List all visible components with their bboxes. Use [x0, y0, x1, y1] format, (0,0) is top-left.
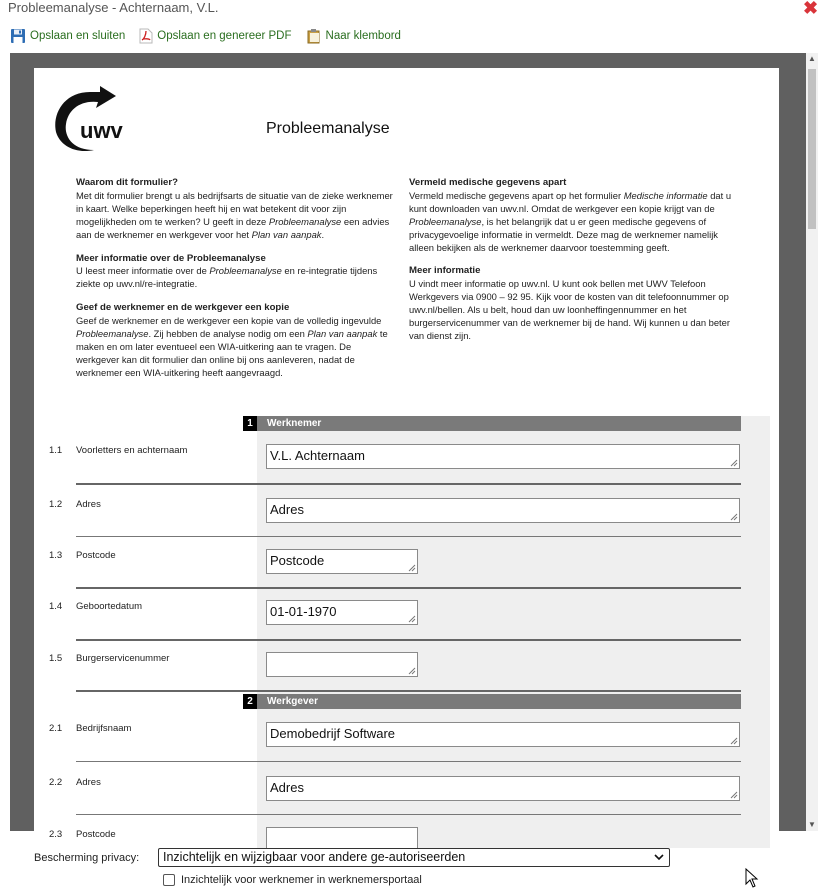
toolbar: [10, 25, 401, 47]
company-address-field[interactable]: Adres: [266, 776, 740, 801]
pdf-icon: [139, 28, 153, 44]
heading-why-form: Waarom dit formulier?: [76, 177, 178, 188]
clipboard-button[interactable]: [306, 25, 401, 47]
floppy-disk-icon: [10, 28, 26, 44]
save-close-label: Opslaan en sluiten: [30, 30, 126, 42]
bsn-field[interactable]: [266, 652, 418, 677]
section-header-werknemer: [243, 416, 741, 431]
company-name-field[interactable]: Demobedrijf Software: [266, 722, 740, 747]
privacy-select[interactable]: [158, 848, 670, 867]
paragraph-medical-data: Vermeld medische gegevens apart op het formulier Medische informatie dat u kunt downloaden van uwv.nl. Omdat de werkgever een kopie krijgt van de Probleemanalyse, is het belangrijk dat u er geen medische gegevens of privacygevoelige informatie in vermeldt. Deze mag de werknemer namelijk alleen bekijken als de werknemer daarvoor toestemming geeft.: [409, 189, 732, 253]
row-number: 2.1: [49, 723, 63, 734]
row-number: 2.3: [49, 829, 63, 840]
heading-more-info-analysis: Meer informatie over de Probleemanalyse: [76, 252, 266, 264]
row-label: Geboortedatum: [76, 601, 143, 612]
row-divider: [76, 814, 741, 815]
paragraph-more-info-analysis: U leest meer informatie over de Probleemanalyse en re-integratie tijdens ziekte op uwv.nl/re-integratie.: [76, 265, 378, 290]
paragraph-why-form: Met dit formulier brengt u als bedrijfsarts de situatie van de zieke werknemer in kaart. Welke beperkingen heeft hij en wat betekent dit voor zijn mogelijkheden om te werken? U geeft in deze Probleemanalyse een advies aan de werknemer en werkgever voor het Plan van aanpak.: [76, 189, 393, 240]
name-field[interactable]: V.L. Achternaam: [266, 444, 740, 469]
window-title: Probleemanalyse - Achternaam, V.L.: [8, 0, 219, 15]
title-bar: [0, 0, 826, 20]
heading-medical-data: Vermeld medische gegevens apart: [409, 177, 567, 188]
row-divider: [76, 639, 741, 641]
section-title: Werkgever: [267, 696, 318, 707]
row-number: 1.4: [49, 601, 63, 612]
row-number: 1.2: [49, 499, 63, 510]
privacy-label: Bescherming privacy:: [34, 852, 140, 864]
row-number: 1.1: [49, 445, 63, 456]
row-divider: [76, 690, 741, 692]
row-label: Burgerservicenummer: [76, 653, 170, 664]
row-divider: [76, 483, 741, 485]
privacy-selected-value: Inzichtelijk en wijzigbaar voor andere ge-autoriseerden: [163, 850, 466, 864]
resize-grip-icon[interactable]: [408, 667, 416, 675]
document-title: Probleemanalyse: [266, 120, 390, 137]
intro-right-column: [409, 177, 739, 354]
mouse-cursor-icon: [745, 868, 759, 888]
row-label: Adres: [76, 777, 101, 788]
scrollbar-thumb[interactable]: [808, 69, 816, 229]
section-number: 1: [243, 416, 257, 431]
portal-checkbox-label: Inzichtelijk voor werknemer in werknemersportaal: [181, 874, 422, 886]
save-pdf-label: Opslaan en genereer PDF: [157, 30, 292, 42]
paragraph-more-info: U vindt meer informatie op uwv.nl. U kunt ook bellen met UWV Telefoon Werkgevers via 0900 – 92 95. Kijk voor de kosten van dit telefoonnummer op uwv.nl/bellen. Als u belt, houd dan uw loonheffingennummer en het burgerservicenummer van de werknemer bij de hand. Wij kunnen u dan beter van dienst zijn.: [409, 278, 731, 341]
heading-give-copy: Geef de werknemer en de werkgever een kopie: [76, 302, 290, 314]
svg-text:uwv: uwv: [80, 118, 123, 143]
address-field[interactable]: Adres: [266, 498, 740, 523]
row-label: Voorletters en achternaam: [76, 445, 188, 456]
close-icon[interactable]: ✖: [803, 0, 819, 18]
section-header-werkgever: [243, 694, 741, 709]
uwv-logo: [50, 84, 132, 156]
portal-checkbox-row[interactable]: [163, 874, 422, 886]
section-title: Werknemer: [267, 418, 322, 429]
save-pdf-button[interactable]: [139, 25, 291, 47]
row-divider: [76, 761, 741, 762]
scroll-up-icon[interactable]: ▲: [808, 54, 816, 63]
row-label: Adres: [76, 499, 101, 510]
intro-left-column: [76, 177, 396, 391]
document-viewer[interactable]: [10, 53, 818, 840]
resize-grip-icon[interactable]: [408, 564, 416, 572]
row-number: 2.2: [49, 777, 63, 788]
resize-grip-icon[interactable]: [408, 615, 416, 623]
clipboard-icon: [306, 28, 322, 44]
row-label: Bedrijfsnaam: [76, 723, 132, 734]
heading-more-info: Meer informatie: [409, 265, 481, 277]
row-divider: [76, 536, 741, 537]
portal-checkbox[interactable]: [163, 874, 175, 886]
resize-grip-icon[interactable]: [730, 459, 738, 467]
row-label: Postcode: [76, 550, 116, 561]
form-page: [34, 68, 779, 848]
postcode-field[interactable]: Postcode: [266, 549, 418, 574]
row-divider: [76, 587, 741, 589]
save-close-button[interactable]: [10, 25, 125, 47]
row-label: Postcode: [76, 829, 116, 840]
paragraph-give-copy: Geef de werknemer en de werkgever een kopie van de volledig ingevulde Probleemanalyse. Zij hebben de analyse nodig om een Plan van aanpak te maken en om later eventueel een WIA-uitkering aan te vragen. De werkgever kan dit formulier dan online bij ons aanleveren, nadat de werknemer een WIA-uitkering heeft aangevraagd.: [76, 315, 388, 378]
row-number: 1.3: [49, 550, 63, 561]
birthdate-field[interactable]: 01-01-1970: [266, 600, 418, 625]
resize-grip-icon[interactable]: [730, 513, 738, 521]
resize-grip-icon[interactable]: [730, 791, 738, 799]
scroll-down-icon[interactable]: ▼: [808, 820, 816, 829]
vertical-scrollbar[interactable]: [806, 53, 818, 831]
resize-grip-icon[interactable]: [730, 737, 738, 745]
section-number: 2: [243, 694, 257, 709]
clipboard-label: Naar klembord: [325, 30, 401, 42]
chevron-down-icon: [654, 852, 664, 862]
row-number: 1.5: [49, 653, 63, 664]
